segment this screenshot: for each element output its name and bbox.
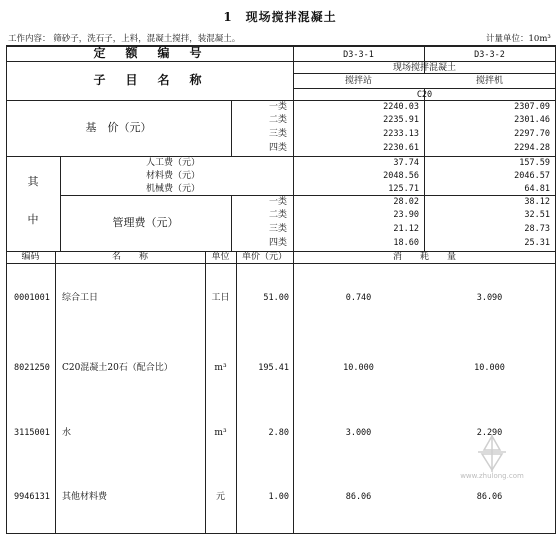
class-label: 二类 [268, 115, 287, 125]
item-qty-1: 0.740 [345, 293, 372, 303]
col-header-unit: 单位 [211, 252, 230, 262]
item-name: 水 [62, 428, 72, 438]
class-label: 一类 [268, 102, 287, 112]
management-cost-label: 管理费（元） [112, 216, 179, 229]
management-cost-value: 38.12 [524, 197, 550, 207]
base-price-label: 基 价（元） [85, 121, 152, 134]
management-cost-value: 21.12 [393, 224, 419, 234]
management-cost-value: 23.90 [393, 210, 419, 220]
item-qty-1: 86.06 [345, 492, 372, 502]
item-price: 51.00 [263, 293, 289, 303]
class-label: 二类 [268, 210, 287, 220]
item-unit: 工日 [211, 293, 230, 303]
col1-name: 搅拌站 [344, 76, 372, 86]
base-price-value: 2297.70 [514, 129, 550, 139]
item-qty-2: 10.000 [474, 363, 505, 373]
col-header-price: 单价（元） [241, 252, 287, 262]
management-cost-value: 28.02 [393, 197, 419, 207]
item-price: 2.80 [268, 428, 289, 438]
base-price-value: 2294.28 [514, 143, 550, 153]
management-cost-value: 25.31 [524, 238, 550, 248]
management-cost-value: 28.73 [524, 224, 550, 234]
class-label: 一类 [268, 197, 287, 207]
item-qty-2: 2.290 [476, 428, 503, 438]
item-price: 195.41 [258, 363, 289, 373]
item-name: 综合工日 [62, 293, 99, 303]
group-label: 现场搅拌混凝土 [392, 63, 456, 73]
item-unit: m³ [214, 363, 227, 373]
management-cost-value: 18.60 [393, 238, 419, 248]
class-label: 三类 [268, 129, 287, 139]
item-name: C20混凝土20石（配合比） [62, 363, 173, 373]
item-unit: m³ [214, 428, 227, 438]
labor-cost-label: 人工费（元） [145, 158, 200, 168]
item-price: 1.00 [268, 492, 289, 502]
labor-cost-value: 37.74 [393, 158, 419, 168]
material-cost-value: 2048.56 [383, 171, 419, 181]
base-price-value: 2307.09 [514, 102, 550, 112]
class-label: 四类 [268, 238, 287, 248]
col2-name: 搅拌机 [475, 76, 503, 86]
machine-cost-label: 机械费（元） [145, 184, 200, 194]
quota-code-2: D3-3-2 [474, 50, 505, 60]
watermark-logo [452, 432, 532, 482]
machine-cost-value: 125.71 [388, 184, 419, 194]
quota-code-1: D3-3-1 [343, 50, 374, 60]
of-which-label-top: 其 [27, 175, 39, 188]
material-cost-label: 材料费（元） [145, 171, 200, 181]
machine-cost-value: 64.81 [524, 184, 550, 194]
material-cost-value: 2046.57 [514, 171, 550, 181]
class-label: 三类 [268, 224, 287, 234]
item-name-label: 子 目 名 称 [93, 73, 206, 87]
col-header-consumption: 消 耗 量 [392, 252, 456, 262]
watermark-text: www.zhulong.com [460, 472, 524, 480]
work-content: 工作内容： 筛砂子，洗石子，上料，混凝土搅拌，装混凝土。 [8, 34, 241, 44]
quota-number-label: 定 额 编 号 [93, 46, 206, 60]
item-qty-1: 3.000 [345, 428, 372, 438]
item-code: 3115001 [14, 428, 50, 438]
item-unit: 元 [215, 492, 225, 502]
item-name: 其他材料费 [62, 492, 108, 502]
item-qty-2: 3.090 [476, 293, 503, 303]
item-code: 9946131 [14, 492, 50, 502]
base-price-value: 2230.61 [383, 143, 419, 153]
labor-cost-value: 157.59 [519, 158, 550, 168]
page-title: 1 现场搅拌混凝土 [223, 10, 337, 24]
class-label: 四类 [268, 143, 287, 153]
base-price-value: 2240.03 [383, 102, 419, 112]
of-which-label-bottom: 中 [27, 213, 39, 226]
unit-note: 计量单位：10m³ [486, 34, 551, 44]
item-code: 8021250 [14, 363, 50, 373]
concrete-grade: C20 [416, 90, 433, 100]
item-qty-2: 86.06 [476, 492, 503, 502]
base-price-value: 2233.13 [383, 129, 419, 139]
base-price-value: 2235.91 [383, 115, 419, 125]
col-header-name: 名 称 [111, 252, 148, 262]
base-price-value: 2301.46 [514, 115, 550, 125]
management-cost-value: 32.51 [524, 210, 550, 220]
item-qty-1: 10.000 [343, 363, 374, 373]
col-header-code: 编码 [21, 252, 40, 262]
item-code: 0001001 [14, 293, 50, 303]
